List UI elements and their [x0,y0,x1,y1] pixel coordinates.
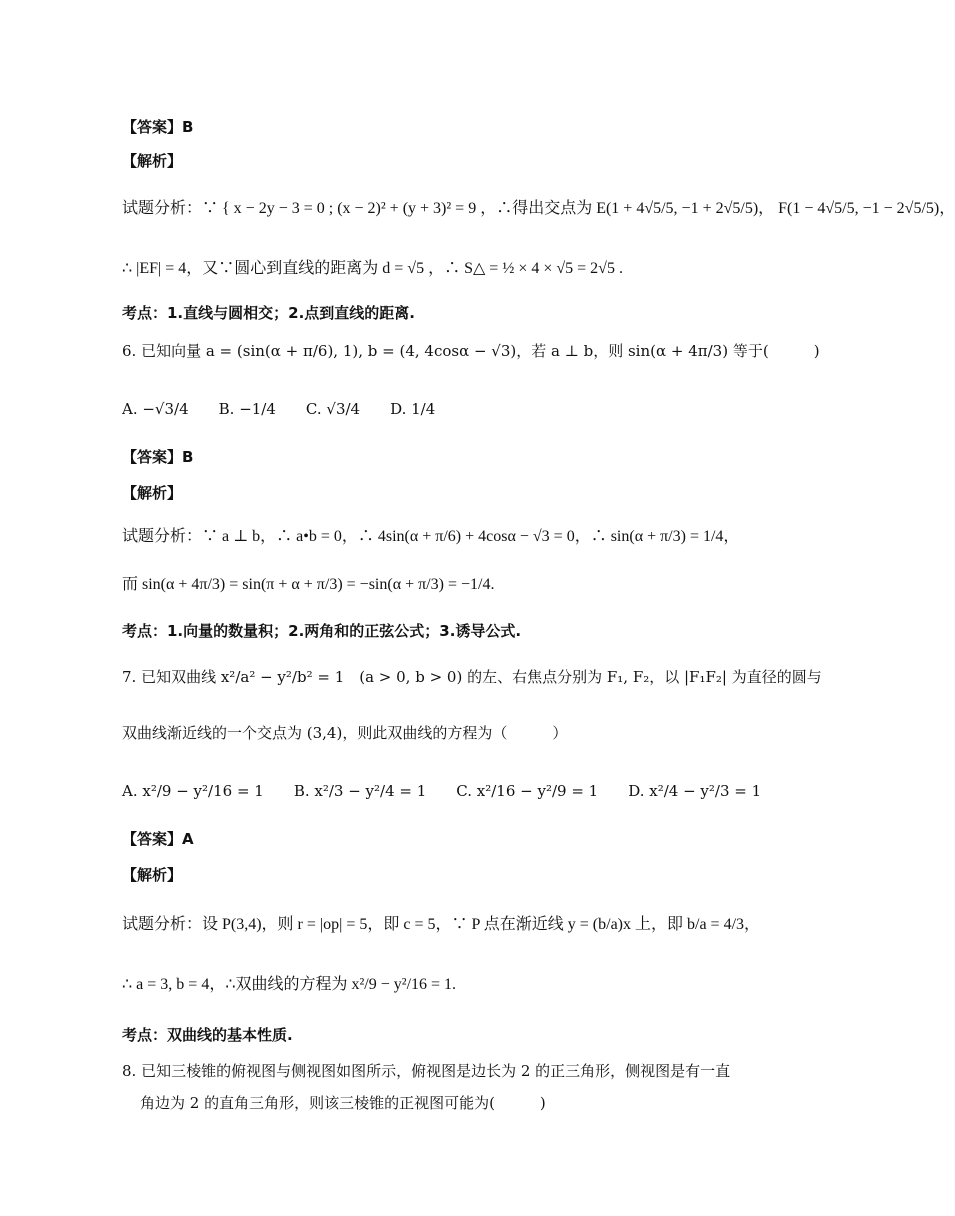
analysis-line-5-1: 试题分析：∵ { x − 2y − 3 = 0 ; (x − 2)² + (y + 3)² = 9 ，∴得出交点为 E(1 + 4√5/5, −1 + 2√5/5)， F(1 − 4√5/5, −1 − 2√5/5)， [122,200,955,217]
analysis-label-6: 【解析】 [122,484,183,502]
knowledge-point-6: 考点：1.向量的数量积；2.两角和的正弦公式；3.诱导公式. [122,622,522,640]
question-6: 6. 已知向量 a = (sin(α + π/6), 1), b = (4, 4cosα − √3)，若 a ⊥ b，则 sin(α + 4π/3) 等于( ) [122,342,820,360]
analysis-line-7-2: ∴ a = 3, b = 4，∴双曲线的方程为 x²/9 − y²/16 = 1. [122,976,457,993]
answer-label-6: 【答案】B [122,448,194,466]
analysis-line-5-2: ∴ |EF| = 4，又∵圆心到直线的距离为 d = √5 ，∴ S△ = ½ × 4 × √5 = 2√5 . [122,260,623,277]
question-7-line-2: 双曲线渐近线的一个交点为 (3,4)，则此双曲线的方程为（ ） [122,724,568,742]
answer-label-7: 【答案】A [122,830,194,848]
question-8-line-1: 8. 已知三棱锥的俯视图与侧视图如图所示，俯视图是边长为 2 的正三角形，侧视图是有一直 [122,1062,731,1080]
answer-label-5: 【答案】B [122,118,194,136]
analysis-line-6-1: 试题分析：∵ a ⊥ b，∴ a•b = 0，∴ 4sin(α + π/6) + 4cosα − √3 = 0，∴ sin(α + π/3) = 1/4， [122,528,740,545]
options-6: A. −√3/4 B. −1/4 C. √3/4 D. 1/4 [122,400,436,418]
options-7: A. x²/9 − y²/16 = 1 B. x²/3 − y²/4 = 1 C. x²/16 − y²/9 = 1 D. x²/4 − y²/3 = 1 [122,782,762,800]
knowledge-point-7: 考点：双曲线的基本性质. [122,1026,293,1044]
analysis-label-7: 【解析】 [122,866,183,884]
analysis-label-5: 【解析】 [122,152,183,170]
question-8-line-2: 角边为 2 的直角三角形，则该三棱锥的正视图可能为( ) [140,1094,546,1112]
analysis-line-7-1: 试题分析：设 P(3,4)，则 r = |op| = 5，即 c = 5，∵ P 点在渐近线 y = (b/a)x 上，即 b/a = 4/3， [122,916,761,933]
knowledge-point-5: 考点：1.直线与圆相交；2.点到直线的距离. [122,304,415,322]
question-7-line-1: 7. 已知双曲线 x²/a² − y²/b² = 1 (a > 0, b > 0) 的左、右焦点分别为 F₁, F₂，以 |F₁F₂| 为直径的圆与 [122,668,822,686]
analysis-line-6-2: 而 sin(α + 4π/3) = sin(π + α + π/3) = −sin(α + π/3) = −1/4. [122,576,495,593]
